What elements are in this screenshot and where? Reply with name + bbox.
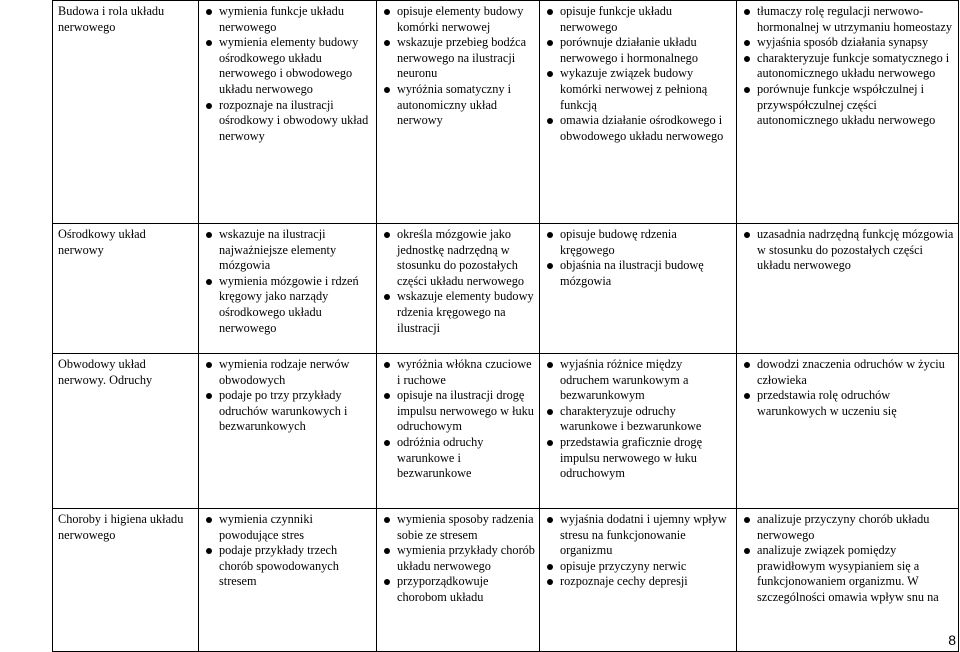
- requirement-item: wymienia przykłady chorób układu nerwowego: [383, 543, 535, 574]
- requirement-item: porównuje funkcje współczulnej i przywspółczulnej części autonomicznego układu nerwowego: [743, 82, 954, 129]
- page-number: 8: [948, 632, 956, 648]
- requirement-list: [743, 512, 954, 606]
- requirement-item: wymienia sposoby radzenia sobie ze stresem: [383, 512, 535, 543]
- requirement-list: [205, 4, 372, 144]
- requirement-item: wymienia elementy budowy ośrodkowego układu nerwowego i obwodowego układu nerwowego: [205, 35, 372, 97]
- table-row: [53, 224, 959, 354]
- requirement-item: tłumaczy rolę regulacji nerwowo-hormonalnej w utrzymaniu homeostazy: [743, 4, 954, 35]
- requirement-item: wyjaśnia sposób działania synapsy: [743, 35, 954, 51]
- requirement-list: [743, 4, 954, 129]
- requirement-item: wskazuje przebieg bodźca nerwowego na ilustracji neuronu: [383, 35, 535, 82]
- requirement-list: [383, 512, 535, 606]
- requirement-item: opisuje przyczyny nerwic: [546, 559, 732, 575]
- requirement-cell: [377, 354, 540, 509]
- requirement-item: opisuje na ilustracji drogę impulsu nerwowego w łuku odruchowym: [383, 388, 535, 435]
- requirement-cell: [377, 1, 540, 224]
- curriculum-table: [52, 0, 959, 652]
- requirement-list: [546, 4, 732, 144]
- requirement-item: wyjaśnia różnice między odruchem warunkowym a bezwarunkowym: [546, 357, 732, 404]
- requirement-item: podaje przykłady trzech chorób spowodowanych stresem: [205, 543, 372, 590]
- requirement-cell: [540, 354, 737, 509]
- requirement-list: [546, 512, 732, 590]
- requirement-list: [546, 357, 732, 482]
- requirement-item: przyporządkowuje chorobom układu: [383, 574, 535, 605]
- requirement-item: analizuje przyczyny chorób układu nerwowego: [743, 512, 954, 543]
- requirement-list: [383, 357, 535, 482]
- requirement-item: rozpoznaje cechy depresji: [546, 574, 732, 590]
- topic-cell: Ośrodkowy układ nerwowy: [53, 224, 199, 354]
- requirement-cell: [199, 1, 377, 224]
- requirement-item: omawia działanie ośrodkowego i obwodowego układu nerwowego: [546, 113, 732, 144]
- requirement-list: [743, 227, 954, 274]
- requirement-item: wymienia mózgowie i rdzeń kręgowy jako narządy ośrodkowego układu nerwowego: [205, 274, 372, 336]
- requirement-item: charakteryzuje funkcje somatycznego i autonomicznego układu nerwowego: [743, 51, 954, 82]
- requirement-list: [546, 227, 732, 289]
- requirement-cell: [540, 1, 737, 224]
- table-body: [53, 1, 959, 652]
- requirement-item: przedstawia graficznie drogę impulsu nerwowego w łuku odruchowym: [546, 435, 732, 482]
- requirement-item: wyróżnia somatyczny i autonomiczny układ nerwowy: [383, 82, 535, 129]
- requirement-item: wskazuje elementy budowy rdzenia kręgowego na ilustracji: [383, 289, 535, 336]
- requirement-list: [205, 357, 372, 435]
- requirement-list: [743, 357, 954, 419]
- requirement-cell: [737, 354, 959, 509]
- requirement-cell: [377, 224, 540, 354]
- requirement-item: opisuje funkcje układu nerwowego: [546, 4, 732, 35]
- table-row: [53, 1, 959, 224]
- requirement-cell: [377, 509, 540, 652]
- requirement-item: określa mózgowie jako jednostkę nadrzędną w stosunku do pozostałych części układu nerwowego: [383, 227, 535, 289]
- requirement-item: wymienia rodzaje nerwów obwodowych: [205, 357, 372, 388]
- requirement-item: uzasadnia nadrzędną funkcję mózgowia w stosunku do pozostałych części układu nerwowego: [743, 227, 954, 274]
- requirement-item: porównuje działanie układu nerwowego i hormonalnego: [546, 35, 732, 66]
- requirement-cell: [199, 509, 377, 652]
- requirement-item: wykazuje związek budowy komórki nerwowej z pełnioną funkcją: [546, 66, 732, 113]
- requirement-list: [205, 512, 372, 590]
- requirement-list: [383, 4, 535, 129]
- requirement-item: dowodzi znaczenia odruchów w życiu człowieka: [743, 357, 954, 388]
- table-row: [53, 509, 959, 652]
- table-row: [53, 354, 959, 509]
- requirement-cell: [737, 1, 959, 224]
- requirement-item: objaśnia na ilustracji budowę mózgowia: [546, 258, 732, 289]
- requirement-item: odróżnia odruchy warunkowe i bezwarunkowe: [383, 435, 535, 482]
- requirement-cell: [737, 509, 959, 652]
- requirement-item: podaje po trzy przykłady odruchów warunkowych i bezwarunkowych: [205, 388, 372, 435]
- requirement-item: opisuje elementy budowy komórki nerwowej: [383, 4, 535, 35]
- requirement-item: wymienia czynniki powodujące stres: [205, 512, 372, 543]
- requirement-item: rozpoznaje na ilustracji ośrodkowy i obwodowy układ nerwowy: [205, 98, 372, 145]
- requirement-item: analizuje związek pomiędzy prawidłowym wysypianiem się a funkcjonowaniem organizmu. W szczególności omawia wpływ snu na: [743, 543, 954, 605]
- requirement-item: opisuje budowę rdzenia kręgowego: [546, 227, 732, 258]
- requirement-item: przedstawia rolę odruchów warunkowych w uczeniu się: [743, 388, 954, 419]
- requirement-cell: [199, 224, 377, 354]
- requirement-item: wskazuje na ilustracji najważniejsze elementy mózgowia: [205, 227, 372, 274]
- requirement-list: [205, 227, 372, 336]
- requirement-list: [383, 227, 535, 336]
- topic-cell: Budowa i rola układu nerwowego: [53, 1, 199, 224]
- requirement-cell: [540, 509, 737, 652]
- requirement-cell: [737, 224, 959, 354]
- requirement-item: wyjaśnia dodatni i ujemny wpływ stresu na funkcjonowanie organizmu: [546, 512, 732, 559]
- topic-cell: Obwodowy układ nerwowy. Odruchy: [53, 354, 199, 509]
- requirement-cell: [199, 354, 377, 509]
- requirement-cell: [540, 224, 737, 354]
- requirement-item: wymienia funkcje układu nerwowego: [205, 4, 372, 35]
- requirement-item: charakteryzuje odruchy warunkowe i bezwarunkowe: [546, 404, 732, 435]
- requirement-item: wyróżnia włókna czuciowe i ruchowe: [383, 357, 535, 388]
- topic-cell: Choroby i higiena układu nerwowego: [53, 509, 199, 652]
